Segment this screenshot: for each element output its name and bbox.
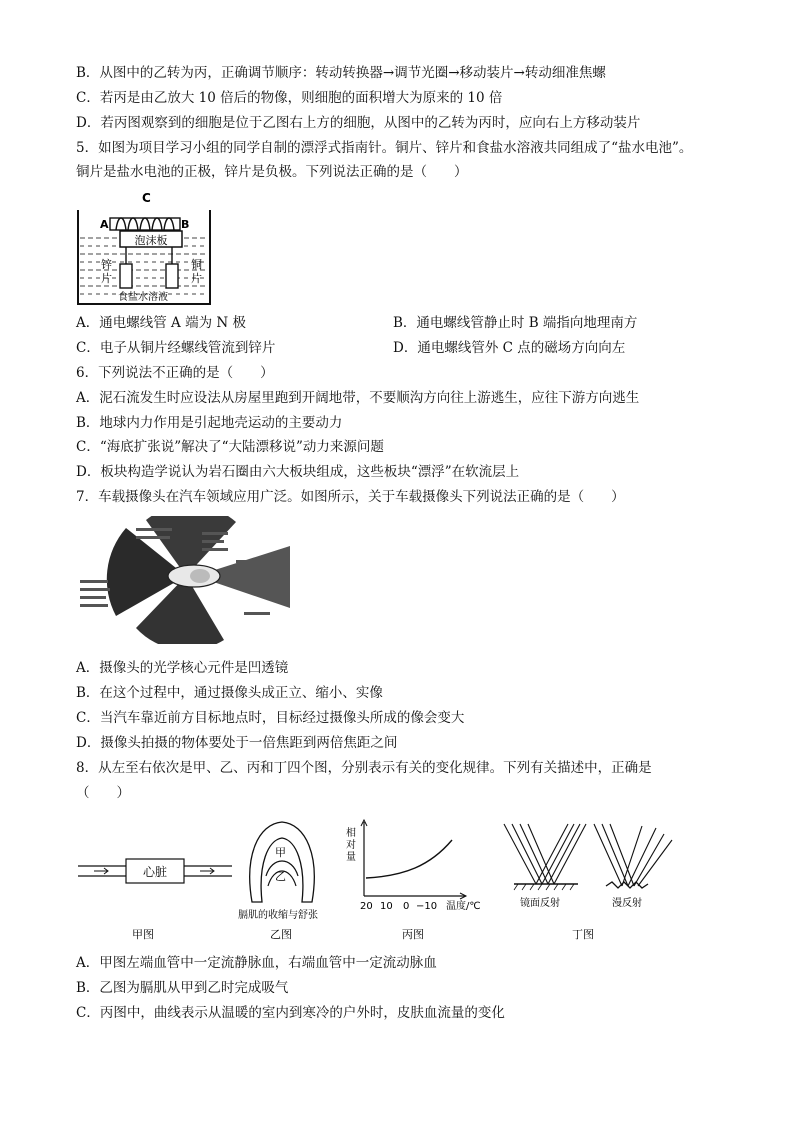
copper-electrode (166, 264, 178, 288)
xtick-0: 0 (403, 901, 410, 912)
q7-stem: 7．车载摄像头在汽车领域应用广泛。如图所示，关于车载摄像头下列说法正确的是（ ） (76, 489, 625, 505)
label-a: A (100, 218, 109, 231)
diffuse-rays (594, 824, 672, 886)
specular-rays (504, 824, 586, 884)
ylabel-1: 相 (346, 828, 356, 839)
q8-stem-line2: （ ） (76, 785, 130, 801)
figure-jia (78, 859, 232, 941)
figure-bing (346, 820, 481, 941)
xtick-10: 10 (380, 901, 393, 912)
label-jia: 甲 (275, 846, 286, 859)
label-b: B (181, 218, 190, 231)
q7-option-a: A．摄像头的光学核心元件是凹透镜 (76, 660, 289, 676)
q8-figures (74, 816, 674, 944)
caption-jia: 甲图 (132, 928, 154, 941)
figure-yi (238, 822, 318, 941)
car-roof (190, 569, 210, 583)
car-camera-figure (76, 516, 298, 644)
caption-bing: 丙图 (402, 928, 424, 941)
q7-option-b: B．在这个过程中，通过摄像头成正立、缩小、实像 (76, 685, 383, 701)
q8-option-a: A．甲图左端血管中一定流静脉血，右端血管中一定流动脉血 (76, 955, 437, 971)
q5-option-c: C．电子从铜片经螺线管流到锌片 (76, 340, 276, 356)
xtick-minus10: −10 (416, 901, 438, 912)
floating-compass-figure (74, 190, 224, 308)
q7-option-c: C．当汽车靠近前方目标地点时，目标经过摄像头所成的像会变大 (76, 710, 465, 726)
q8-option-b: B．乙图为膈肌从甲到乙时完成吸气 (76, 980, 289, 996)
q6-option-c: C．“海底扩张说”解决了“大陆漂移说”动力来源问题 (76, 439, 384, 455)
caption-ding: 丁图 (572, 928, 594, 941)
ribcage-shape (250, 822, 315, 902)
foam-label: 泡沫板 (134, 234, 168, 247)
diffuse-label: 漫反射 (612, 898, 642, 909)
solenoid (110, 218, 180, 230)
xtick-20: 20 (360, 901, 373, 912)
q4-option-b: B．从图中的乙转为丙，正确调节顺序：转动转换器→调节光圈→移动装片→转动细准焦螺 (76, 65, 606, 81)
q6-option-d: D．板块构造学说认为岩石圈由六大板块组成，这些板块“漂浮”在软流层上 (76, 464, 520, 480)
mirror-hatch (514, 884, 574, 890)
copper-label-1: 铜 (191, 258, 202, 271)
q5-option-d: D．通电螺线管外 C 点的磁场方向向左 (393, 340, 626, 356)
ylabel-3: 量 (346, 852, 356, 863)
q5-option-a: A．通电螺线管 A 端为 N 极 (76, 315, 246, 331)
zinc-electrode (120, 264, 132, 288)
mirror-label: 镜面反射 (520, 898, 560, 909)
q5-stem-line2: 铜片是盐水电池的正极，锌片是负极。下列说法正确的是（ ） (76, 164, 468, 180)
q6-option-a: A．泥石流发生时应设法从房屋里跑到开阔地带，不要顺沟方向往上游逃生，应往下游方向逃生 (76, 390, 640, 406)
ylabel-2: 对 (346, 840, 356, 851)
diaphragm-note: 膈肌的收缩与舒张 (238, 910, 318, 921)
skin-bloodflow-curve (366, 840, 452, 878)
q8-option-c: C．丙图中，曲线表示从温暖的室内到寒冷的户外时，皮肤血流量的变化 (76, 1005, 505, 1021)
xlabel: 温度/℃ (446, 901, 481, 912)
figure-ding (504, 824, 672, 941)
brine-label: 食盐水溶液 (118, 292, 168, 303)
label-yi: 乙 (275, 870, 286, 883)
q4-option-d: D．若丙图观察到的细胞是位于乙图右上方的细胞，从图中的乙转为丙时，应向右上方移动装片 (76, 115, 641, 131)
q5-option-b: B．通电螺线管静止时 B 端指向地理南方 (393, 315, 638, 331)
caption-yi: 乙图 (270, 928, 292, 941)
q5-stem-line1: 5．如图为项目学习小组的同学自制的漂浮式指南针。铜片、锌片和食盐水溶液共同组成了“盐水电池”。 (76, 140, 693, 156)
zinc-label-1: 锌 (101, 258, 112, 271)
q6-option-b: B．地球内力作用是引起地壳运动的主要动力 (76, 415, 343, 431)
label-c: C (142, 191, 151, 205)
heart-label: 心脏 (142, 865, 168, 879)
q7-option-d: D．摄像头拍摄的物体要处于一倍焦距到两倍焦距之间 (76, 735, 398, 751)
q4-option-c: C．若丙是由乙放大 10 倍后的物像，则细胞的面积增大为原来的 10 倍 (76, 90, 503, 106)
q8-stem-line1: 8．从左至右依次是甲、乙、丙和丁四个图，分别表示有关的变化规律。下列有关描述中，正确是 (76, 760, 652, 776)
electrode-wires (126, 247, 172, 264)
copper-label-2: 片 (191, 272, 202, 285)
q6-stem: 6．下列说法不正确的是（ ） (76, 365, 274, 381)
zinc-label-2: 片 (101, 272, 112, 285)
